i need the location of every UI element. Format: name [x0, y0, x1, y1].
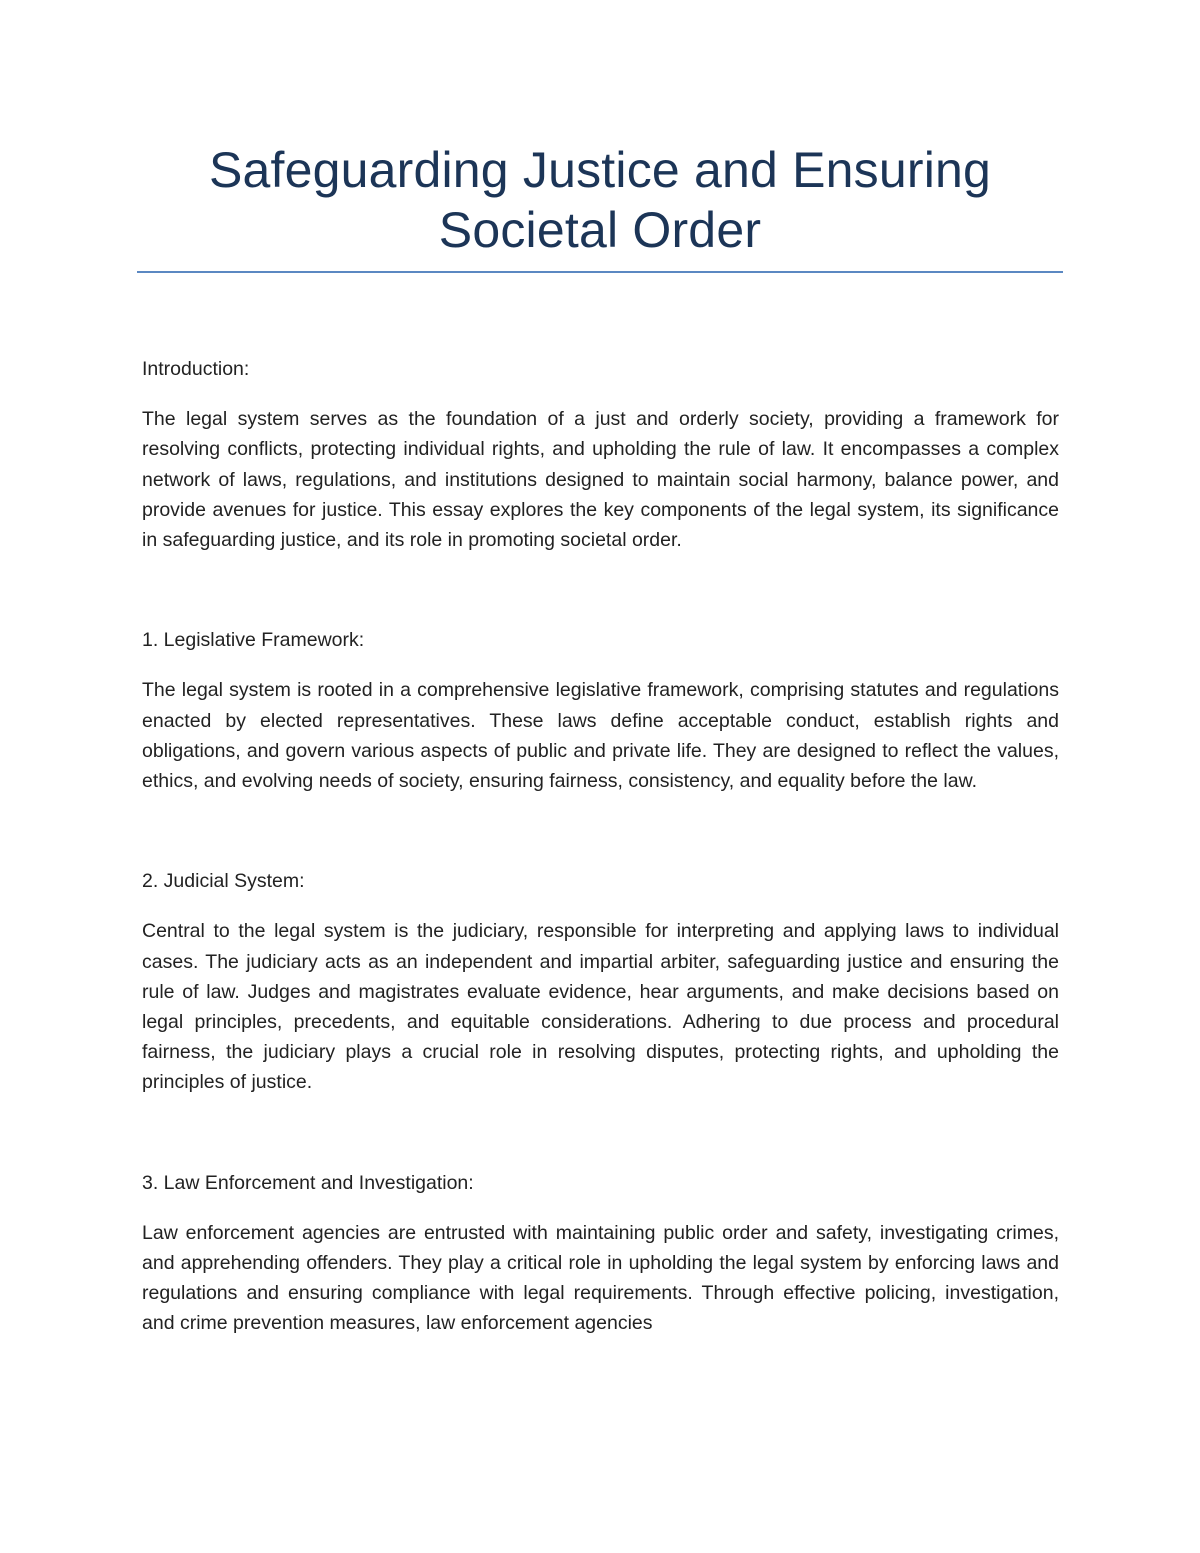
- section-introduction: [142, 354, 1059, 555]
- document-body: [142, 354, 1059, 1339]
- section-paragraph: The legal system is rooted in a comprehensive legislative framework, comprising statutes and regulations enacted by elected representatives. These laws define acceptable conduct, establish rights and obligations, and govern various aspects of public and private life. They are designed to reflect the values, ethics, and evolving needs of society, ensuring fairness, consistency, and equality before the law.: [142, 679, 1059, 793]
- section-heading: 1. Legislative Framework:: [142, 629, 365, 652]
- section-legislative-framework: [142, 625, 1059, 796]
- section-heading: 3. Law Enforcement and Investigation:: [142, 1171, 474, 1194]
- section-heading: Introduction:: [142, 358, 250, 380]
- section-law-enforcement: [142, 1168, 1059, 1339]
- section-heading: 2. Judicial System:: [142, 870, 305, 893]
- section-paragraph: Law enforcement agencies are entrusted with maintaining public order and safety, investigating crimes, and apprehending offenders. They play a critical role in upholding the legal system by enforcing laws and regulations and ensuring compliance with legal requirements. Through effective policing, investigation, and crime prevention measures, law enforcement agencies: [142, 1221, 1059, 1335]
- document-title: Safeguarding Justice and Ensuring Societal Order: [208, 142, 992, 258]
- section-spacer: [142, 1098, 1059, 1168]
- section-judicial-system: [142, 866, 1059, 1097]
- section-spacer: [142, 555, 1059, 625]
- section-paragraph: The legal system serves as the foundation of a just and orderly society, providing a framework for resolving conflicts, protecting individual rights, and upholding the rule of law. It encompasses a complex network of laws, regulations, and institutions designed to maintain social harmony, balance power, and provide avenues for justice. This essay explores the key components of the legal system, its significance in safeguarding justice, and its role in promoting societal order.: [142, 408, 1059, 552]
- title-divider: [137, 271, 1063, 273]
- section-spacer: [142, 796, 1059, 866]
- section-paragraph: Central to the legal system is the judiciary, responsible for interpreting and applying laws to individual cases. The judiciary acts as an independent and impartial arbiter, safeguarding justice and ensuring the rule of law. Judges and magistrates evaluate evidence, hear arguments, and make decisions based on legal principles, precedents, and equitable considerations. Adhering to due process and procedural fairness, the judiciary plays a crucial role in resolving disputes, protecting rights, and upholding the principles of justice.: [142, 920, 1059, 1094]
- title-block: [137, 140, 1063, 260]
